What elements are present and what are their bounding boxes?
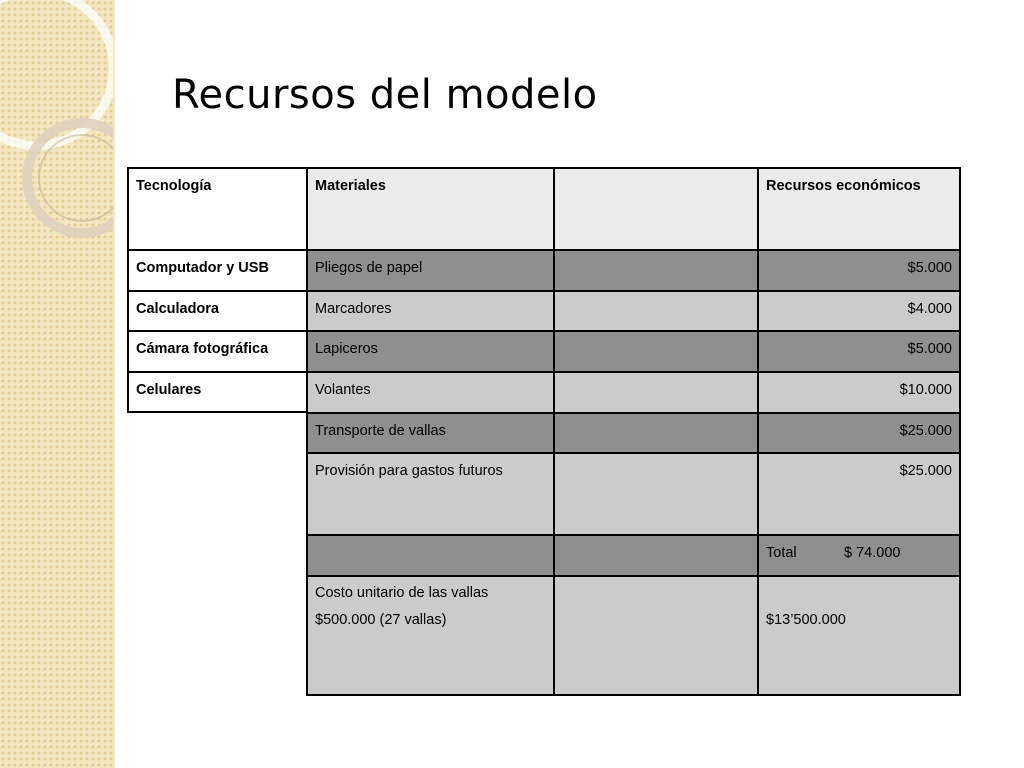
cell-recurso: $5.000 (757, 330, 961, 371)
cell-material: Provisión para gastos futuros (306, 452, 554, 534)
header-empty (553, 167, 758, 249)
cell-empty (553, 249, 758, 290)
cell-empty (553, 290, 758, 331)
cell-empty (306, 534, 554, 575)
cell-material: Lapiceros (306, 330, 554, 371)
cell-tecnologia: Celulares (127, 371, 307, 413)
total-cell (757, 534, 961, 575)
cell-recurso: $4.000 (757, 290, 961, 331)
unit-cost-detail: $500.000 (27 vallas) (315, 611, 447, 628)
cell-recurso: $5.000 (757, 249, 961, 290)
cell-tecnologia: Cámara fotográfica (127, 330, 307, 371)
cell-empty (553, 575, 758, 696)
cell-recurso: $10.000 (757, 371, 961, 412)
cell-material: Volantes (306, 371, 554, 412)
cell-material: Marcadores (306, 290, 554, 331)
unit-cost-label: Costo unitario de las vallas (315, 585, 489, 601)
cell-empty (553, 534, 758, 575)
unit-cost-cell (306, 575, 554, 696)
cell-material: Transporte de vallas (306, 412, 554, 453)
cell-recurso: $25.000 (757, 452, 961, 534)
cell-recurso: $25.000 (757, 412, 961, 453)
cell-empty (553, 412, 758, 453)
cell-empty (553, 330, 758, 371)
header-recursos-economicos: Recursos económicos (757, 167, 961, 249)
total-label: Total (766, 545, 797, 561)
header-materiales: Materiales (306, 167, 554, 249)
cell-tecnologia: Computador y USB (127, 249, 307, 290)
cell-tecnologia: Calculadora (127, 290, 307, 331)
decorative-side-band (0, 0, 113, 768)
cell-empty (553, 371, 758, 412)
unit-cost-value: $13’500.000 (757, 575, 961, 696)
header-tecnologia: Tecnología (127, 167, 307, 249)
slide-title: Recursos del modelo (172, 72, 598, 118)
side-band-edge (113, 0, 116, 768)
cell-material: Pliegos de papel (306, 249, 554, 290)
cell-empty (553, 452, 758, 534)
total-value: $ 74.000 (844, 545, 901, 561)
